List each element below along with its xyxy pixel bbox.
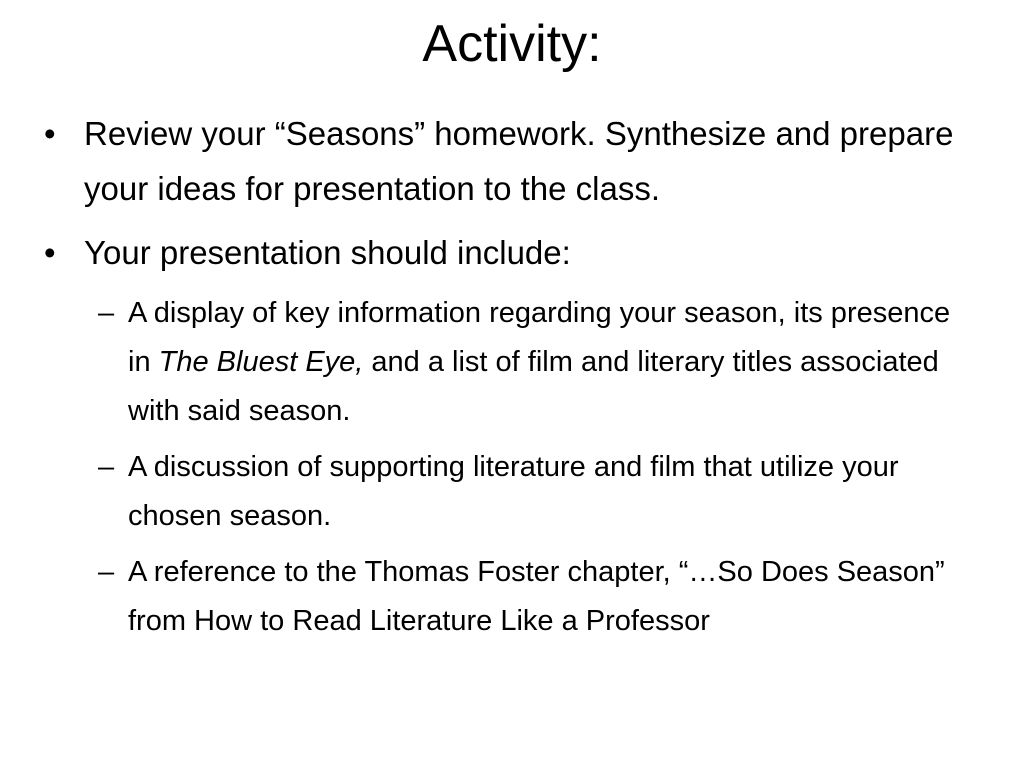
sub-bullet-item — [40, 289, 960, 436]
sub-bullet-list — [40, 289, 980, 646]
sub-bullet-item — [40, 548, 960, 646]
sub-bullet-text: A discussion of supporting literature and film that utilize your chosen season. — [128, 451, 899, 532]
bullet-text: Review your “Seasons” homework. Synthesize and prepare your ideas for presentation to the class. — [84, 115, 954, 207]
dash-marker: – — [98, 451, 115, 483]
slide-content — [40, 106, 980, 653]
sub-bullet-text: A reference to the Thomas Foster chapter, “…So Does Season” from How to Read Literature Like a Professor — [128, 556, 945, 637]
bullet-marker: • — [44, 115, 56, 152]
bullet-text: Your presentation should include: — [84, 234, 571, 271]
sub-bullet-item — [40, 443, 960, 541]
bullet-marker: • — [44, 234, 56, 271]
dash-marker: – — [98, 556, 115, 588]
bullet-item — [40, 106, 980, 216]
dash-marker: – — [98, 297, 115, 329]
slide-title: Activity: — [422, 15, 602, 73]
bullet-item — [40, 225, 980, 280]
sub-bullet-text-start: A display of key information regarding your season, its presence in — [128, 297, 951, 378]
sub-bullet-text-end: and a list of film and literary titles associated with said season. — [128, 346, 939, 427]
book-title: The Bluest Eye, — [158, 346, 364, 378]
